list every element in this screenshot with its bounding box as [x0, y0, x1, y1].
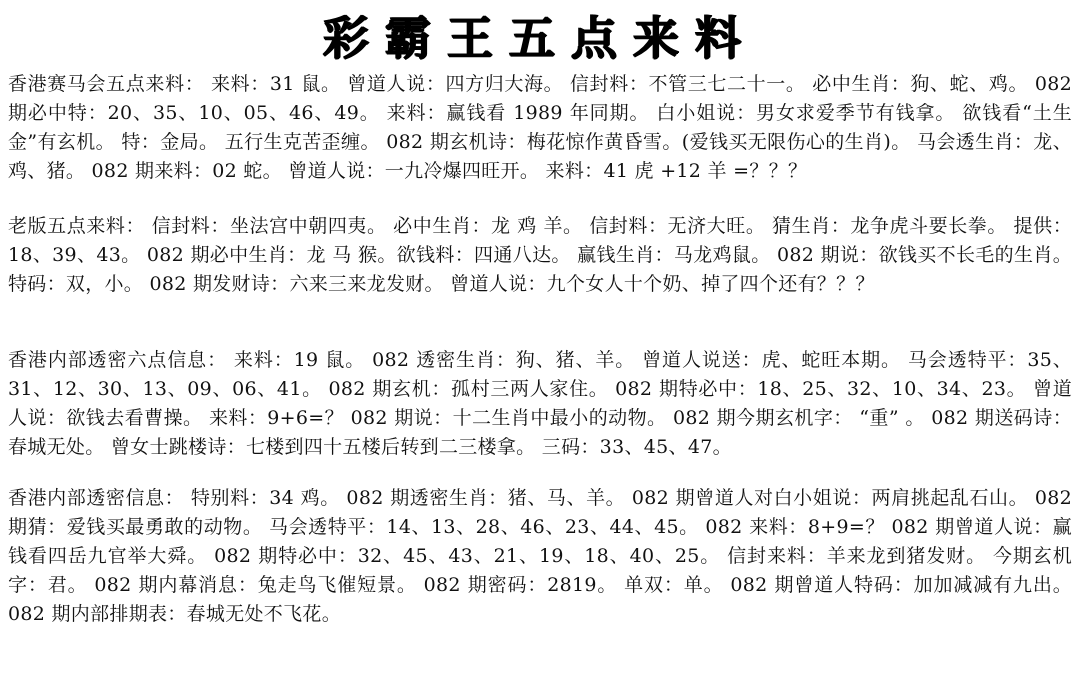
page-title: 彩霸王五点来料: [323, 11, 757, 65]
paragraph-internal-info: 香港内部透密信息： 特别料：34 鸡。 082 期透密生肖：猪、马、羊。 082 期曾道人对白小姐说：两肩挑起乱石山。 082 期猜：爱钱买最勇敢的动物。 马会透特平：14、13、28、46、23、44、45。 082 来料：8+9=？ 082 期曾道人说：赢钱看四岳九官举大舜。 082 期特必中：32、45、43、21、19、18、40、25。 信封来料：羊来龙到猪发财。 今期玄机字：君。 082 期内幕消息：兔走鸟飞催短景。 082 期密码：2819。 单双：单。 082 期曾道人特码：加加减减有九出。 082 期内部排期表：春城无处不飞花。: [8, 487, 1072, 625]
paragraph-hk-jockey-club: 香港赛马会五点来料： 来料：31 鼠。 曾道人说：四方归大海。 信封料：不管三七二十一。 必中生肖：狗、蛇、鸡。 082 期必中特：20、35、10、05、46、49。 来料：赢钱看 1989 年同期。 白小姐说：男女求爱季节有钱拿。 欲钱看“土生金”有玄机。 特：金局。 五行生克苦歪缠。 082 期玄机诗：梅花惊作黄昏雪。(爱钱买无限伤心的生肖)。 马会透生肖：龙、鸡、猪。 082 期来料：02 蛇。 曾道人说：一九冷爆四旺开。 来料：41 虎 +12 羊 =？？？: [8, 73, 1072, 182]
paragraph-six-point-info: 香港内部透密六点信息： 来料：19 鼠。 082 透密生肖：狗、猪、羊。 曾道人说送：虎、蛇旺本期。 马会透特平：35、31、12、30、13、09、06、41。 082 期玄机：孤村三两人家住。 082 期特必中：18、25、32、10、34、23。 曾道人说：欲钱去看曹操。 来料：9+6=？ 082 期说：十二生肖中最小的动物。 082 期今期玄机字： “重” 。 082 期送码诗：春城无处。 曾女士跳楼诗：七楼到四十五楼后转到二三楼拿。 三码：33、45、47。: [8, 349, 1072, 458]
paragraph-old-version: 老版五点来料： 信封料：坐法宫中朝四夷。 必中生肖：龙 鸡 羊。 信封料：无济大旺。 猜生肖：龙争虎斗要长拳。 提供：18、39、43。 082 期必中生肖：龙 马 猴。欲钱料：四通八达。 赢钱生肖：马龙鸡鼠。 082 期说：欲钱买不长毛的生肖。 特码：双，小。 082 期发财诗：六来三来龙发财。 曾道人说：九个女人十个奶、掉了四个还有？？？: [8, 215, 1072, 295]
